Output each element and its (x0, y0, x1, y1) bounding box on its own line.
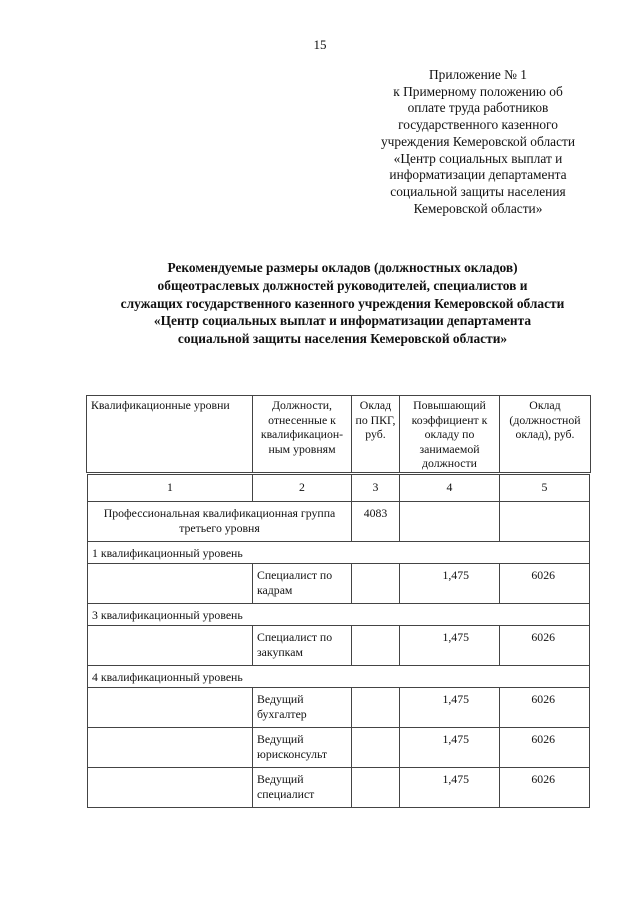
position-row (88, 728, 590, 768)
empty-cell (88, 688, 253, 728)
position-title: Специалист по кадрам (253, 564, 352, 604)
column-number: 3 (352, 475, 400, 502)
title-line: общеотраслевых должностей руководителей, специалистов и (157, 277, 528, 293)
position-row (88, 564, 590, 604)
appendix-line: к Примерному положению об (393, 83, 563, 99)
position-coefficient: 1,475 (400, 688, 500, 728)
appendix-line: государственного казенного (398, 117, 558, 133)
appendix-line: Приложение № 1 (428, 67, 528, 82)
column-number: 2 (253, 475, 352, 502)
position-coefficient: 1,475 (400, 768, 500, 808)
level-label: 1 квалификационный уровень (88, 542, 590, 564)
appendix-line: информатизации департамента (389, 167, 567, 183)
position-salary: 6026 (500, 768, 590, 808)
position-title: Ведущий бухгалтер (253, 688, 352, 728)
document-title (60, 259, 625, 348)
header-positions: Должности, отнесенные к квалификацион-ным уровням (253, 396, 352, 473)
column-number: 1 (88, 475, 253, 502)
empty-cell (88, 564, 253, 604)
level-row (88, 666, 590, 688)
column-number: 4 (400, 475, 500, 502)
level-row (88, 604, 590, 626)
position-row (88, 626, 590, 666)
empty-cell (500, 502, 590, 542)
header-pkg-salary: Оклад по ПКГ, руб. (352, 396, 400, 473)
appendix-line: Кемеровской области» (413, 200, 543, 216)
empty-cell (88, 626, 253, 666)
group-row (88, 502, 590, 542)
position-title: Специалист по закупкам (253, 626, 352, 666)
position-coefficient: 1,475 (400, 564, 500, 604)
appendix-note (360, 67, 596, 217)
header-coefficient: Повышающий коэффициент к окладу по занимаемой должности (400, 396, 500, 473)
header-salary: Оклад (должностной оклад), руб. (500, 396, 591, 473)
salary-table-header (86, 395, 591, 473)
column-number: 5 (500, 475, 590, 502)
empty-cell (88, 728, 253, 768)
title-line: Рекомендуемые размеры окладов (должностных окладов) (167, 260, 518, 275)
empty-cell (352, 626, 400, 666)
empty-cell (88, 768, 253, 808)
empty-cell (352, 564, 400, 604)
salary-table (87, 474, 590, 808)
header-row (87, 396, 591, 473)
position-salary: 6026 (500, 688, 590, 728)
column-numbers-row (88, 475, 590, 502)
appendix-line: оплате труда работников (407, 100, 549, 116)
title-line: служащих государственного казенного учреждения Кемеровской области (120, 295, 565, 311)
level-label: 4 квалификационный уровень (88, 666, 590, 688)
position-coefficient: 1,475 (400, 728, 500, 768)
level-row (88, 542, 590, 564)
appendix-line: учреждения Кемеровской области (380, 133, 576, 149)
position-row (88, 688, 590, 728)
position-salary: 6026 (500, 564, 590, 604)
position-salary: 6026 (500, 626, 590, 666)
position-title: Ведущий специалист (253, 768, 352, 808)
page-number: 15 (313, 37, 327, 52)
level-label: 3 квалификационный уровень (88, 604, 590, 626)
position-salary: 6026 (500, 728, 590, 768)
title-line: социальной защиты населения Кемеровской области» (177, 331, 508, 347)
appendix-line: социальной защиты населения (390, 183, 566, 199)
position-coefficient: 1,475 (400, 626, 500, 666)
position-title: Ведущий юрисконсульт (253, 728, 352, 768)
empty-cell (352, 688, 400, 728)
title-line: «Центр социальных выплат и информатизации департамента (153, 313, 532, 329)
empty-cell (352, 768, 400, 808)
group-label: Профессиональная квалификационная группа третьего уровня (88, 502, 352, 542)
position-row (88, 768, 590, 808)
header-qualification-levels: Квалификационные уровни (87, 396, 253, 473)
group-pkg-salary: 4083 (352, 502, 400, 542)
empty-cell (352, 728, 400, 768)
appendix-line: «Центр социальных выплат и (393, 150, 563, 166)
empty-cell (400, 502, 500, 542)
